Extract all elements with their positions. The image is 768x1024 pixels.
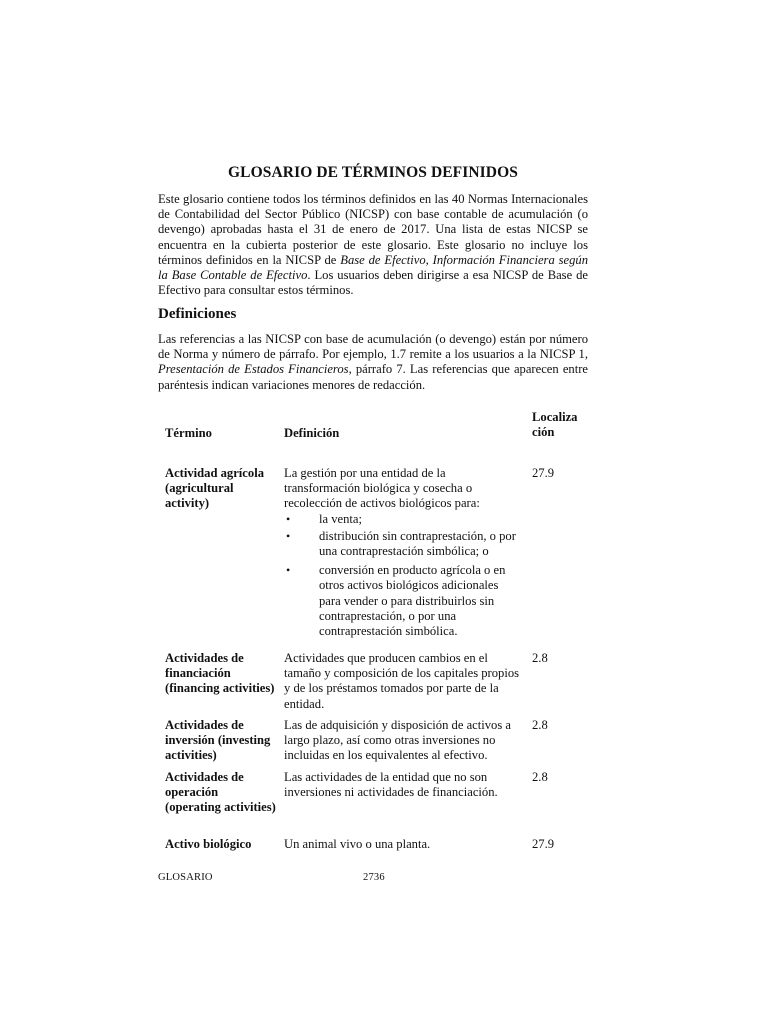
location-cell: 27.9: [532, 466, 555, 480]
list-item: [284, 563, 520, 639]
bullet-icon: •: [286, 511, 291, 526]
bullet-text: distribución sin contraprestación, o por una contraprestación simbólica; o: [319, 528, 516, 559]
bullet-text: la venta;: [319, 511, 363, 526]
intro-italic-title: Base de Efectivo, Información Financiera según la Base Contable de Efectivo: [158, 252, 588, 283]
definition-cell: Las de adquisición y disposición de activos a largo plazo, así como otras inversiones no incluidas en los equivalentes al efectivo.: [284, 718, 511, 763]
bullet-icon: •: [286, 563, 291, 578]
definition-cell: Actividades que producen cambios en el tamaño y composición de los capitales propios y de los préstamos tomados por parte de la entidad.: [284, 651, 520, 711]
references-text-2: , párrafo 7. Las referencias que aparecen entre paréntesis indican variaciones menores de redacción.: [158, 362, 588, 392]
references-text-1: Las referencias a las NICSP con base de acumulación (o devengo) están por número de Norma y número de párrafo. Por ejemplo, 1.7 remite a los usuarios a la NICSP 1,: [158, 332, 588, 362]
section-heading: Definiciones: [158, 306, 237, 322]
intro-paragraph: [158, 192, 588, 298]
references-paragraph: [158, 332, 588, 393]
page-title: GLOSARIO DE TÉRMINOS DEFINIDOS: [228, 164, 518, 181]
definition-text: La gestión por una entidad de la transformación biológica y cosecha o recolección de activos biológicos para:: [284, 466, 480, 511]
bullet-icon: •: [286, 528, 291, 543]
term-cell: Actividades de inversión (investing activities): [165, 718, 271, 763]
intro-text-1: Este glosario contiene todos los términos definidos en las 40 Normas Internacionales de Contabilidad del Sector Público (NICSP) con base contable de acumulación (o devengo) aprobadas hasta el 31 de enero de 2017. Una lista de estas NICSP se encuentra en la cubierta posterior de este glosario. Este glosario no incluye los términos definidos en la NICSP de: [158, 192, 588, 267]
list-item: [284, 512, 520, 527]
location-cell: 2.8: [532, 651, 548, 665]
column-header-definition: Definición: [284, 426, 340, 440]
column-header-term: Término: [165, 426, 212, 440]
bullet-text: conversión en producto agrícola o en otros activos biológicos adicionales para vender o para distribuirlos sin contraprestación, o por una contraprestación simbólica.: [319, 563, 506, 639]
location-cell: 27.9: [532, 837, 555, 851]
footer-label: GLOSARIO: [158, 872, 213, 883]
references-italic-title: Presentación de Estados Financieros: [158, 362, 349, 377]
definition-bullet-list: [284, 512, 520, 640]
term-cell: Activo biológico: [165, 837, 252, 851]
term-cell: Actividad agrícola (agricultural activity): [165, 466, 264, 511]
list-item: [284, 529, 520, 559]
location-cell: 2.8: [532, 718, 548, 732]
page-number: 2736: [363, 872, 385, 883]
term-cell: Actividades de operación (operating activities): [165, 770, 276, 815]
intro-text-2: . Los usuarios deben dirigirse a esa NICSP de Base de Efectivo para consultar estos términos.: [158, 268, 589, 298]
definition-cell: Las actividades de la entidad que no son inversiones ni actividades de financiación.: [284, 770, 498, 800]
location-cell: 2.8: [532, 770, 548, 784]
column-header-location: Localiza ción: [532, 410, 578, 440]
definition-cell: [284, 466, 520, 639]
definition-cell: Un animal vivo o una planta.: [284, 837, 431, 851]
term-cell: Actividades de financiación (financing activities): [165, 651, 275, 696]
